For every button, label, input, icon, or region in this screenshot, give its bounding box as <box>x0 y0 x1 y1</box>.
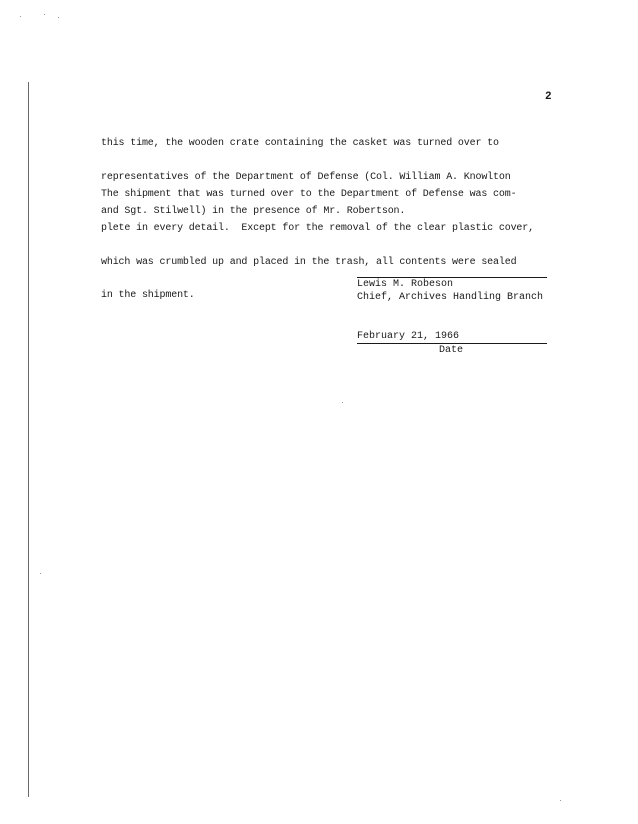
paragraph-line: The shipment that was turned over to the Department of Defense was com- <box>101 189 517 201</box>
scan-speck <box>560 800 561 801</box>
paragraph-line: and Sgt. Stilwell) in the presence of Mr. Robertson. <box>101 205 406 217</box>
page-number: 2 <box>545 91 552 103</box>
paragraph-line: which was crumbled up and placed in the trash, all contents were sealed <box>101 256 517 268</box>
date-block <box>357 331 547 361</box>
paragraph-line: plete in every detail. Except for the removal of the clear plastic cover, <box>101 223 534 235</box>
date-value: February 21, 1966 <box>357 331 460 342</box>
signatory-title: Chief, Archives Handling Branch <box>357 292 544 303</box>
date-line <box>357 343 547 344</box>
paragraph-line: in the shipment. <box>101 290 195 302</box>
signatory-name: Lewis M. Robeson <box>357 279 454 290</box>
scan-speck <box>40 573 41 574</box>
date-caption: Date <box>439 345 464 356</box>
scan-speck <box>44 14 45 15</box>
paragraph-line: this time, the wooden crate containing the casket was turned over to <box>101 138 499 150</box>
left-margin-line <box>28 82 29 797</box>
paragraph-line: representatives of the Department of Defense (Col. William A. Knowlton <box>101 172 511 184</box>
signature-line <box>357 277 547 278</box>
scan-speck <box>20 16 21 17</box>
scan-speck <box>58 17 59 18</box>
scan-speck <box>342 402 343 403</box>
